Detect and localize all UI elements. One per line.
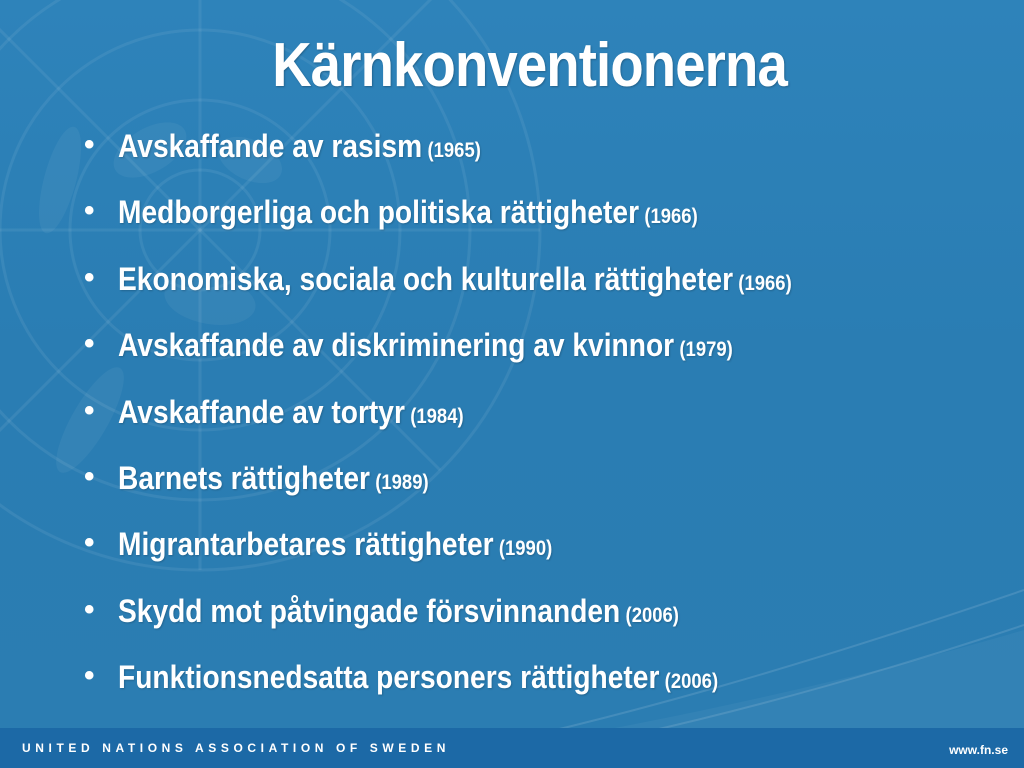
item-label: Avskaffande av diskriminering av kvinnor — [118, 327, 675, 364]
item-year: (1979) — [679, 338, 733, 362]
item-year: (1984) — [410, 404, 464, 428]
item-year: (1990) — [498, 537, 553, 561]
website-link[interactable]: www.fn.se — [949, 743, 1008, 757]
item-label: Avskaffande av rasism — [118, 128, 423, 164]
item-label: Skydd mot påtvingade försvinnanden — [118, 592, 621, 629]
bullet: • — [84, 659, 95, 693]
item-label: Migrantarbetares rättigheter — [118, 526, 494, 563]
bullet: • — [84, 393, 95, 427]
item-label: Medborgerliga och politiska rättigheter — [118, 194, 640, 231]
bullet: • — [84, 526, 95, 560]
item-label: Barnets rättigheter — [118, 459, 370, 496]
item-year: (2006) — [625, 603, 679, 627]
bullet: • — [84, 128, 95, 161]
organization-name: UNITED NATIONS ASSOCIATION OF SWEDEN — [22, 741, 451, 755]
item-label: Funktionsnedsatta personers rättigheter — [118, 659, 660, 696]
slide-title: Kärnkonventionerna — [272, 31, 787, 100]
item-year: (1965) — [427, 139, 481, 162]
item-label: Avskaffande av tortyr — [118, 393, 405, 430]
bullet: • — [84, 260, 95, 294]
bullet: • — [84, 592, 95, 626]
item-year: (1989) — [375, 470, 429, 494]
item-year: (1966) — [644, 205, 698, 229]
bullet: • — [84, 459, 95, 493]
bullet: • — [84, 194, 95, 228]
bullet: • — [84, 327, 95, 361]
item-label: Ekonomiska, sociala och kulturella rättigheter — [118, 260, 734, 297]
item-year: (2006) — [664, 670, 719, 694]
item-year: (1966) — [738, 271, 792, 295]
